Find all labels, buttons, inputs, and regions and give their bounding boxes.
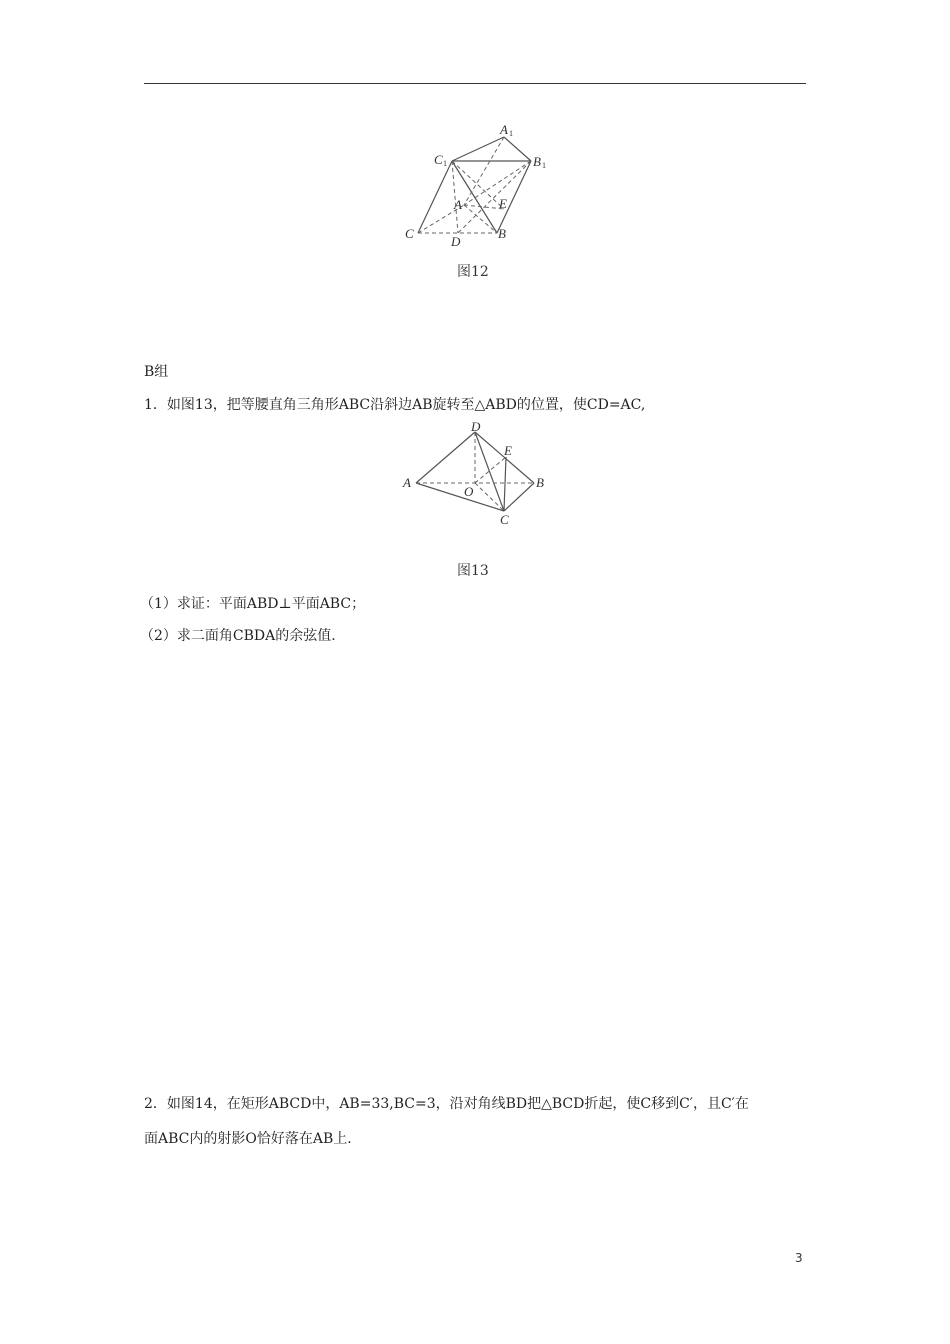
label-c1-sub: 1 [443,159,447,168]
figure-12-caption: 图12 [457,264,489,280]
problem-1-question-2: （2）求二面角CBDA的余弦值. [140,628,336,644]
label-o: O [464,484,474,499]
label-b: B [536,475,544,490]
label-b1: B [533,154,541,169]
label-c: C [405,226,414,241]
label-b1-sub: 1 [542,161,546,170]
label-c1: C [434,152,443,167]
page-number: 3 [795,1251,803,1265]
label-a: A [454,197,462,212]
header-rule [144,83,806,84]
label-a1-sub: 1 [509,129,513,138]
label-b: B [498,226,506,241]
figure-13-caption: 图13 [457,563,489,579]
problem-2-line-1: 2．如图14，在矩形ABCD中，AB=33,BC=3，沿对角线BD把△BCD折起，使C移到C′，且C′在 [144,1096,749,1112]
label-e: E [499,196,507,211]
label-d: D [451,234,461,249]
problem-2-line-2: 面ABC内的射影O恰好落在AB上. [144,1131,352,1147]
figure-12-prism [400,120,560,250]
figure-13-folded-triangle [400,418,560,528]
label-e: E [504,443,512,458]
label-a: A [403,475,411,490]
label-a1: A [500,122,508,137]
group-title: B组 [144,364,169,380]
problem-1-question-1: （1）求证：平面ABD⊥平面ABC； [140,596,366,612]
label-c: C [500,512,509,527]
label-d: D [471,419,481,434]
problem-1-text: 1．如图13，把等腰直角三角形ABC沿斜边AB旋转至△ABD的位置，使CD=AC, [144,397,646,413]
